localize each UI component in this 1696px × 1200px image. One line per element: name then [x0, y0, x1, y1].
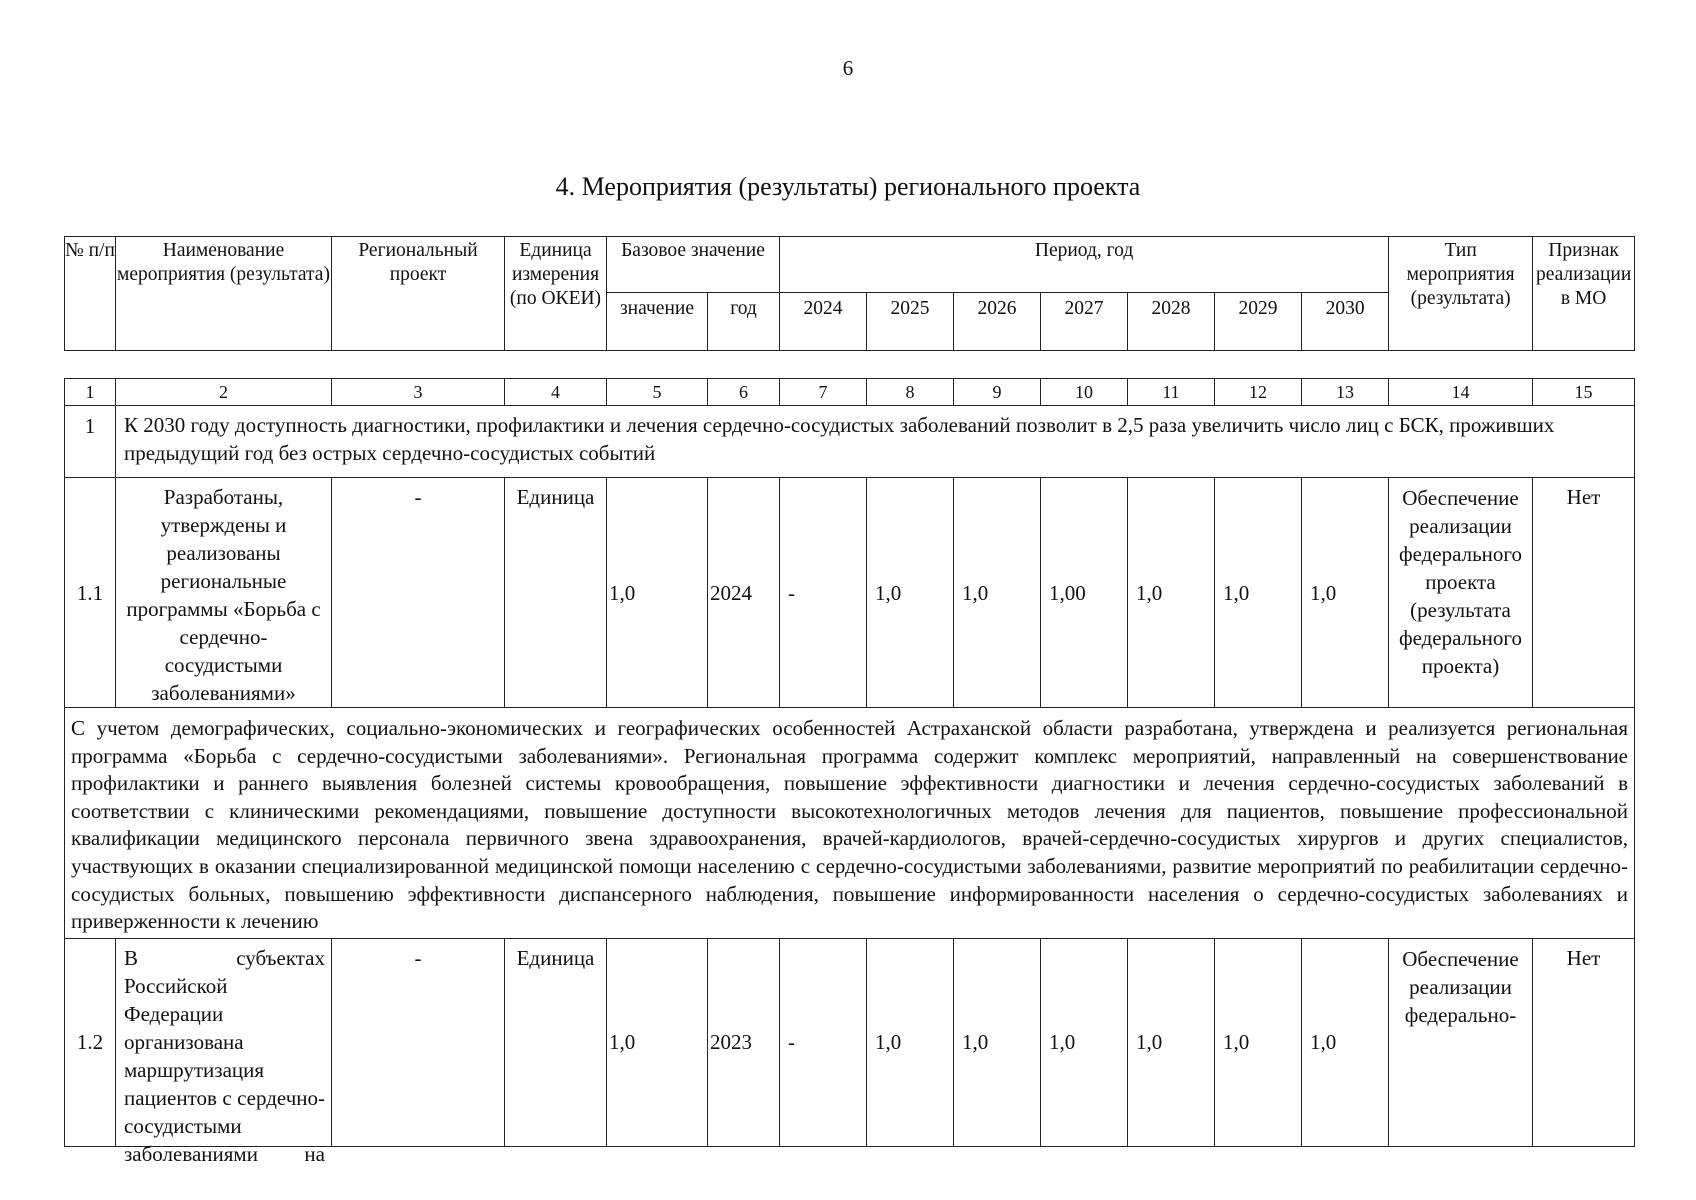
row-project: -: [332, 478, 505, 708]
column-number: 6: [708, 379, 780, 406]
row-value-2024: -: [780, 478, 867, 708]
header-mo: Признак реализации в МО: [1533, 237, 1635, 351]
goal-num: 1: [65, 406, 116, 478]
header-year-2027: 2027: [1041, 293, 1128, 351]
column-number: 3: [332, 379, 505, 406]
column-number: 8: [867, 379, 954, 406]
column-number: 14: [1389, 379, 1533, 406]
row-value-2028: 1,0: [1128, 478, 1215, 708]
row-value-2024: -: [780, 938, 867, 1146]
row-type: Обеспечение реализации федерального проекта (результата федерального проекта): [1389, 478, 1533, 708]
row-value-2025: 1,0: [867, 478, 954, 708]
row-base-year: 2024: [708, 478, 780, 708]
row-value-2027: 1,00: [1041, 478, 1128, 708]
description-text: С учетом демографических, социально-экономических и географических особенностей Астраханской области разработана, утверждена и реализуется региональная программа «Борьба с сердечно-сосудистыми заболеваниями». Региональная программа содержит комплекс мероприятий, направленный на совершенствование профилактики и раннего выявления болезней системы кровообращения, повышение эффективности диагностики и лечения сердечно-сосудистых заболеваний в соответствии с клиническими рекомендациями, повышение доступности высокотехнологичных методов лечения для пациентов, повышение профессиональной квалификации медицинского персонала первичного звена здравоохранения, врачей-кардиологов, врачей-сердечно-сосудистых хирургов и других специалистов, участвующих в оказании специализированной медицинской помощи населению с сердечно-сосудистыми заболеваниями, развитие мероприятий по реабилитации сердечно-сосудистых больных, повышению эффективности диспансерного наблюдения, повышение информированности населения о сердечно-сосудистых заболеваниях и приверженности к лечению: [65, 708, 1635, 939]
row-name: В субъектах Российской Федерации организована маршрутизация пациентов с сердечно-сосудистыми заболеваниями на: [124, 945, 325, 1166]
column-numbers-row: [65, 379, 1635, 406]
header-project: Региональный проект: [332, 237, 505, 351]
column-number: 9: [954, 379, 1041, 406]
description-row: [65, 708, 1635, 939]
column-number: 5: [607, 379, 708, 406]
header-year-2028: 2028: [1128, 293, 1215, 351]
header-type: Тип мероприятия (результата): [1389, 237, 1533, 351]
row-type-cell: [1389, 938, 1533, 1146]
row-value-2026: 1,0: [954, 478, 1041, 708]
column-number: 1: [65, 379, 116, 406]
row-base-value: 1,0: [607, 938, 708, 1146]
row-value-2026: 1,0: [954, 938, 1041, 1146]
header-base: Базовое значение: [607, 237, 780, 293]
row-num: 1.1: [65, 478, 116, 708]
column-number: 15: [1533, 379, 1635, 406]
column-number: 4: [505, 379, 607, 406]
header-name: Наименование мероприятия (результата): [116, 237, 332, 351]
column-number: 12: [1215, 379, 1302, 406]
row-base-value: 1,0: [607, 478, 708, 708]
header-year-2026: 2026: [954, 293, 1041, 351]
row-name-cell: [116, 938, 332, 1166]
column-number: 13: [1302, 379, 1389, 406]
table-row: [65, 938, 1635, 1146]
column-number: 11: [1128, 379, 1215, 406]
row-project: -: [332, 938, 505, 1146]
header-year-2025: 2025: [867, 293, 954, 351]
row-base-year: 2023: [708, 938, 780, 1146]
column-number: 10: [1041, 379, 1128, 406]
header-year-2024: 2024: [780, 293, 867, 351]
row-value-2030: 1,0: [1302, 478, 1389, 708]
row-value-2028: 1,0: [1128, 938, 1215, 1146]
header-base-year: год: [708, 293, 780, 351]
row-value-2029: 1,0: [1215, 938, 1302, 1146]
goal-text: К 2030 году доступность диагностики, профилактики и лечения сердечно-сосудистых заболеваний позволит в 2,5 раза увеличить число лиц с БСК, проживших предыдущий год без острых сердечно-сосудистых событий: [116, 406, 1635, 478]
row-value-2027: 1,0: [1041, 938, 1128, 1146]
table-header: [64, 236, 1635, 351]
header-base-value: значение: [607, 293, 708, 351]
row-name: Разработаны, утверждены и реализованы региональные программы «Борьба с сердечно-сосудистыми заболеваниями»: [116, 478, 332, 708]
row-value-2030: 1,0: [1302, 938, 1389, 1146]
row-num: 1.2: [65, 938, 116, 1146]
row-mo: Нет: [1533, 478, 1635, 708]
header-year-2030: 2030: [1302, 293, 1389, 351]
section-title: 4. Мероприятия (результаты) регионального проекта: [555, 172, 1141, 201]
row-mo: Нет: [1533, 938, 1635, 1146]
row-value-2025: 1,0: [867, 938, 954, 1146]
header-unit: Единица измерения (по ОКЕИ): [505, 237, 607, 351]
row-unit: Единица: [505, 938, 607, 1146]
row-unit: Единица: [505, 478, 607, 708]
row-value-2029: 1,0: [1215, 478, 1302, 708]
page-number: 6: [842, 56, 854, 80]
goal-row: [65, 406, 1635, 478]
table-row: [65, 478, 1635, 708]
header-num: № п/п: [65, 237, 116, 351]
column-number: 2: [116, 379, 332, 406]
row-type: Обеспечение реализации федерально-: [1402, 946, 1519, 1027]
table-body: [64, 378, 1635, 1166]
header-period: Период, год: [780, 237, 1389, 293]
header-year-2029: 2029: [1215, 293, 1302, 351]
column-number: 7: [780, 379, 867, 406]
